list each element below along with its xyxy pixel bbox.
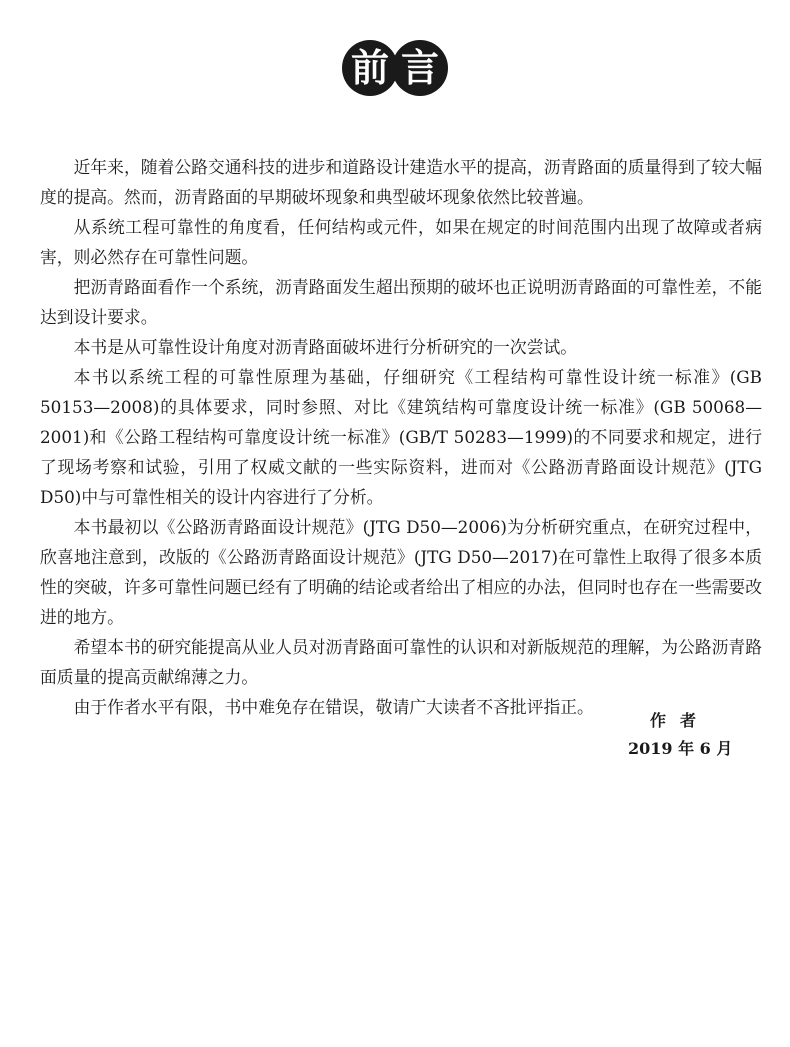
paragraph-2: 从系统工程可靠性的角度看，任何结构或元件，如果在规定的时间范围内出现了故障或者病害，则必然存在可靠性问题。 <box>40 217 762 267</box>
paragraph-8: 由于作者水平有限，书中难免存在错误，敬请广大读者不吝批评指正。 <box>73 697 594 717</box>
title-char-1: 前 <box>342 40 398 96</box>
paragraph-4: 本书是从可靠性设计角度对沥青路面破坏进行分析研究的一次尝试。 <box>73 337 578 357</box>
preface-body <box>40 152 762 722</box>
signature-date: 2019 年 6 月 <box>628 739 733 758</box>
title-char-2: 言 <box>392 40 448 96</box>
paragraph-6: 本书最初以《公路沥青路面设计规范》(JTG D50—2006)为分析研究重点，在研究过程中，欣喜地注意到，改版的《公路沥青路面设计规范》(JTG D50—2017)在可靠性上取得了很多本质性的突破，许多可靠性问题已经有了明确的结论或者给出了相应的办法，但同时也存在一些需要改进的地方。 <box>40 517 762 627</box>
signature-author: 作者 <box>650 711 711 730</box>
paragraph-7: 希望本书的研究能提高从业人员对沥青路面可靠性的认识和对新版规范的理解，为公路沥青路面质量的提高贡献绵薄之力。 <box>40 637 762 687</box>
paragraph-1: 近年来，随着公路交通科技的进步和道路设计建造水平的提高，沥青路面的质量得到了较大幅度的提高。然而，沥青路面的早期破坏现象和典型破坏现象依然比较普遍。 <box>40 157 762 207</box>
page-title <box>0 40 790 96</box>
paragraph-5: 本书以系统工程的可靠性原理为基础，仔细研究《工程结构可靠性设计统一标准》(GB 50153—2008)的具体要求，同时参照、对比《建筑结构可靠度设计统一标准》(GB 50068—2001)和《公路工程结构可靠度设计统一标准》(GB/T 50283—1999)的不同要求和规定，进行了现场考察和试验，引用了权威文献的一些实际资料，进而对《公路沥青路面设计规范》(JTG D50)中与可靠性相关的设计内容进行了分析。 <box>40 367 762 507</box>
paragraph-3: 把沥青路面看作一个系统，沥青路面发生超出预期的破坏也正说明沥青路面的可靠性差，不能达到设计要求。 <box>40 277 762 327</box>
